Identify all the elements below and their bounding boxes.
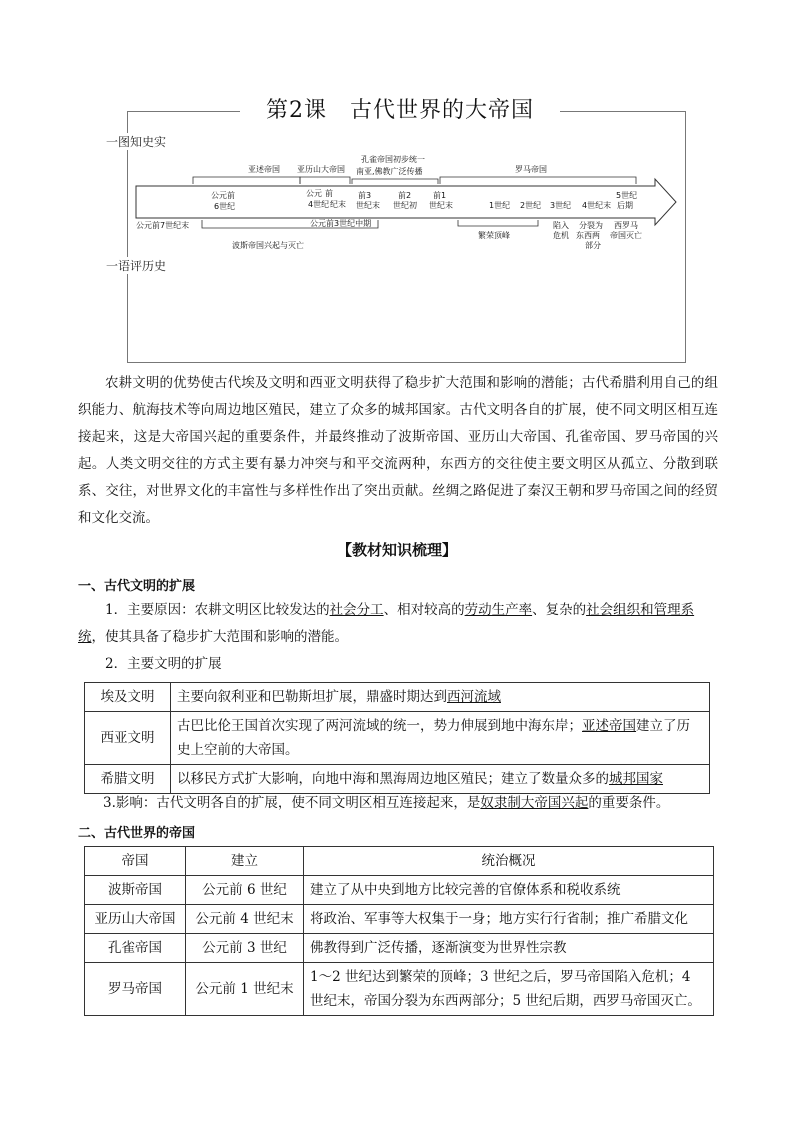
empire-summary: 将政治、军事等大权集于一身；地方实行行省制；推广希腊文化 — [304, 905, 714, 934]
alexander-bracket — [300, 177, 350, 184]
label-bc7: 公元前7世纪末 — [136, 221, 190, 230]
date-q1-b: 世纪末 — [429, 201, 453, 210]
civ-desc: 主要向叙利亚和巴勒斯坦扩展，鼎盛时期达到西河流域 — [171, 683, 710, 712]
date-c5-a: 5世纪 — [616, 191, 638, 200]
label-split-a: 分裂为 — [579, 221, 603, 230]
date-bc6-b: 6世纪 — [214, 202, 236, 211]
date-jimo: 纪末 — [330, 200, 346, 209]
table-row — [85, 712, 710, 765]
maurya-bracket — [352, 179, 438, 184]
reason-text-b: 、相对较高的 — [383, 602, 465, 618]
empire-table — [84, 846, 714, 1016]
empire-summary: 1～2 世纪达到繁荣的顶峰；3 世纪之后，罗马帝国陷入危机；4 世纪末，帝国分裂为东西两部分；5 世纪后期，西罗马帝国灭亡。 — [304, 963, 714, 1016]
reason-text-c: 、复杂的 — [532, 602, 587, 618]
empire-established: 公元前 6 世纪 — [186, 876, 304, 905]
date-c3: 3世纪 — [550, 201, 572, 210]
empire-name: 波斯帝国 — [85, 876, 186, 905]
table-row — [85, 934, 714, 963]
knowledge-heading: 【教材知识梳理】 — [336, 541, 457, 559]
label-rome: 罗马帝国 — [515, 165, 547, 174]
date-qian: 前 — [325, 189, 333, 198]
date-bc6-a: 公元前 — [211, 191, 235, 200]
table-header-row — [85, 847, 714, 876]
intro-paragraph: 农耕文明的优势使古代埃及文明和西亚文明获得了稳步扩大范围和影响的潜能；古代希腊利用自己的组织能力、航海技术等向周边地区殖民，建立了众多的城邦国家。古代文明各自的扩展，使不同文明区相互连接起来，这是大帝国兴起的重要条件，并最终推动了波斯帝国、亚历山大帝国、孔雀帝国、罗马帝国的兴起。人类文明交往的方式主要有暴力冲突与和平交流两种，东西方的交往使主要文明区从孤立、分散到联系、交往，对世界文化的丰富性与多样性作出了突出贡献。丝绸之路促进了秦汉王朝和罗马帝国之间的经贸和文化交流。 — [78, 375, 718, 526]
date-q3-b: 世纪末 — [356, 201, 380, 210]
label-fall-b: 帝国灭亡 — [610, 231, 642, 240]
label-maurya-2: 南亚,佛教广泛传播 — [356, 167, 423, 176]
table-row — [85, 963, 714, 1016]
label-alexander: 亚历山大帝国 — [297, 165, 345, 174]
table-row — [85, 905, 714, 934]
timeline-label: 一图知史实 — [106, 135, 167, 149]
label-persia: 波斯帝国兴起与灭亡 — [232, 241, 304, 250]
reason-keyword-3: 社会组织和管理系统 — [78, 602, 695, 645]
empire-name: 罗马帝国 — [85, 963, 186, 1016]
col-empire: 帝国 — [85, 847, 186, 876]
table-row — [85, 876, 714, 905]
prosper-bracket — [458, 220, 538, 226]
label-split-c: 部分 — [585, 241, 601, 250]
date-bc4-b: 4世纪 — [308, 200, 330, 209]
civ-name: 希腊文明 — [85, 765, 171, 794]
table-row — [85, 683, 710, 712]
label-fall-a: 西罗马 — [614, 221, 638, 230]
rome-bracket — [440, 177, 636, 184]
label-bc3mid: 公元前3世纪中期 — [310, 219, 372, 228]
date-c4: 4世纪末 — [582, 201, 612, 210]
empire-established: 公元前 1 世纪末 — [186, 963, 304, 1016]
col-established: 建立 — [186, 847, 304, 876]
section1-reason — [78, 597, 718, 651]
assyria-bracket — [193, 177, 300, 184]
reason-text-d: ，使其具备了稳步扩大范围和影响的潜能。 — [91, 629, 348, 645]
date-bc4-a: 公元 — [306, 189, 322, 198]
civilization-table — [84, 682, 710, 794]
timeline-diagram — [0, 0, 794, 260]
label-crisis-a: 陷入 — [553, 221, 569, 230]
label-crisis-b: 危机 — [553, 231, 569, 240]
date-q3-a: 前3 — [358, 191, 372, 200]
label-maurya: 孔雀帝国初步统一 — [361, 155, 425, 164]
civ-name: 西亚文明 — [85, 712, 171, 765]
empire-summary: 建立了从中央到地方比较完善的官僚体系和税收系统 — [304, 876, 714, 905]
section1-sub2: 2．主要文明的扩展 — [105, 656, 222, 672]
label-prosper: 繁荣顶峰 — [478, 231, 510, 240]
date-c2: 2世纪 — [520, 201, 542, 210]
section2-title: 二、古代世界的帝国 — [78, 826, 196, 841]
label-assyria: 亚述帝国 — [248, 165, 280, 174]
reason-text-a: 1．主要原因：农耕文明区比较发达的 — [105, 602, 330, 618]
date-q2-b: 世纪初 — [393, 201, 417, 210]
section1-impact: 3.影响：古代文明各自的扩展，使不同文明区相互连接起来，是奴隶制大帝国兴起的重要条件。 — [103, 795, 670, 811]
review-label: 一语评历史 — [106, 259, 167, 273]
empire-established: 公元前 3 世纪 — [186, 934, 304, 963]
col-summary: 统治概况 — [304, 847, 714, 876]
empire-established: 公元前 4 世纪末 — [186, 905, 304, 934]
date-c5-b: 后期 — [617, 201, 633, 210]
empire-summary: 佛教得到广泛传播，逐渐演变为世界性宗教 — [304, 934, 714, 963]
date-c1: 1世纪 — [489, 201, 511, 210]
civ-name: 埃及文明 — [85, 683, 171, 712]
label-split-b: 东西两 — [576, 231, 600, 240]
civ-desc: 以移民方式扩大影响，向地中海和黑海周边地区殖民；建立了数量众多的城邦国家 — [171, 765, 710, 794]
reason-keyword-2: 劳动生产率 — [464, 602, 533, 618]
date-q1-a: 前1 — [433, 191, 447, 200]
date-q2-a: 前2 — [398, 191, 412, 200]
page-title: 第2课 古代世界的大帝国 — [240, 96, 560, 126]
civ-desc: 古巴比伦王国首次实现了两河流域的统一，势力伸展到地中海东岸；亚述帝国建立了历史上空前的大帝国。 — [171, 712, 710, 765]
section1-title: 一、古代文明的扩展 — [78, 579, 196, 594]
empire-name: 孔雀帝国 — [85, 934, 186, 963]
reason-keyword-1: 社会分工 — [329, 602, 384, 618]
empire-name: 亚历山大帝国 — [85, 905, 186, 934]
